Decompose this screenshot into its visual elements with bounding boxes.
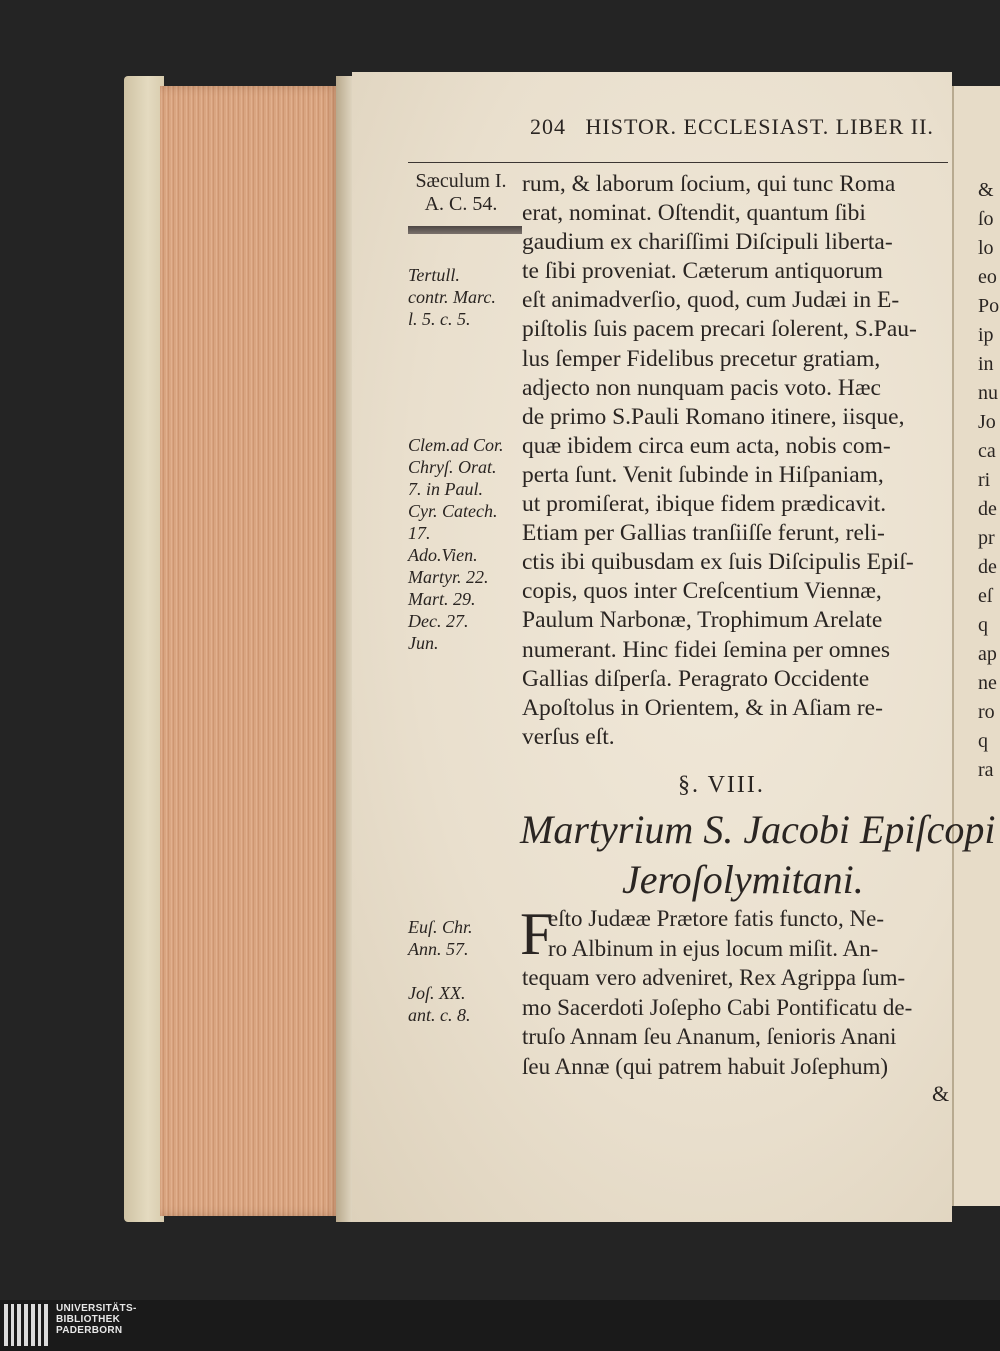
margin-note-josephus: Joſ. XX. ant. c. 8. — [408, 983, 471, 1025]
library-name: UNIVERSITÄTS- BIBLIOTHEK PADERBORN — [56, 1303, 137, 1336]
header-rule — [408, 162, 948, 163]
section-paragraph — [520, 901, 913, 1081]
text-line: mo Sacerdoti Joſepho Cabi Pontificatu de- — [522, 994, 913, 1020]
text-line: gaudium ex chariſſimi Diſcipuli liberta- — [522, 229, 893, 256]
text-line: ro Albinum in ejus locum miſit. An- — [548, 935, 879, 961]
running-header — [530, 114, 934, 140]
section-title-line2: Jeroſolymitani. — [622, 857, 864, 902]
text-line: ſeu Annæ (qui patrem habuit Joſephum) — [522, 1053, 889, 1079]
library-logo-icon — [4, 1304, 48, 1346]
drop-cap: F — [520, 901, 554, 967]
text-line: Gallias diſperſa. Peragrato Occidente — [522, 665, 870, 692]
page-edges — [160, 86, 340, 1216]
section-number: §. VIII. — [678, 772, 765, 798]
text-line: Etiam per Gallias tranſiiſſe ferunt, reli- — [522, 520, 885, 547]
book-cover — [124, 76, 164, 1222]
text-line: adjecto non nunquam pacis voto. Hæc — [522, 374, 881, 401]
text-line: Paulum Narbonæ, Trophimum Arelate — [522, 607, 883, 634]
text-line: ut promiſerat, ibique fidem prædicavit. — [522, 491, 887, 518]
text-line: verſus eſt. — [522, 723, 615, 750]
page-number: 204 — [530, 114, 566, 139]
text-line: perta ſunt. Venit ſubinde in Hiſpaniam, — [522, 461, 884, 488]
text-line: rum, & laborum ſocium, qui tunc Roma — [522, 171, 896, 197]
text-line: te ſibi proveniat. Cæterum antiquorum — [522, 258, 883, 285]
margin-note-eusebius: Euſ. Chr. Ann. 57. — [408, 917, 473, 959]
text-line: numerant. Hinc fidei ſemina per omnes — [522, 636, 891, 663]
margin-note-tertullian: Tertull. contr. Marc. l. 5. c. 5. — [408, 265, 496, 329]
text-line: truſo Annam ſeu Ananum, ſenioris Anani — [522, 1024, 897, 1049]
right-page-fragments: & ſo lo eo Po ip in nu Jo ca ri de pr de eſ q ap ne ro q ra — [978, 179, 1000, 781]
footer-bar — [0, 1300, 1000, 1351]
text-line: copis, quos inter Creſcentium Viennæ, — [522, 578, 882, 605]
running-title: HISTOR. ECCLESIAST. LIBER II. — [585, 114, 934, 139]
text-line: ctis ibi quibusdam ex ſuis Diſcipulis Epiſ- — [522, 549, 914, 576]
text-line: de primo S.Pauli Romano itinere, iisque, — [522, 403, 905, 430]
text-line: eſto Judææ Prætore fatis functo, Ne- — [548, 906, 885, 931]
text-line: piſtolis ſuis pacem precari ſolerent, S.Pau- — [522, 316, 917, 343]
text-line: Apoſtolus in Orientem, & in Aſiam re- — [522, 694, 883, 721]
text-line: quæ ibidem circa eum acta, nobis com- — [522, 432, 891, 459]
text-line: eſt animadverſio, quod, cum Judæi in E- — [522, 287, 900, 314]
margin-note-sources: Clem.ad Cor. Chryſ. Orat. 7. in Paul. Cyr. Catech. 17. Ado.Vien. Martyr. 22. Mart. 29. Dec. 27. Jun. — [408, 435, 504, 653]
margin-rule — [408, 226, 522, 234]
text-line: erat, nominat. Oſtendit, quantum ſibi — [522, 200, 866, 227]
text-line: lus ſemper Fidelibus precetur gratiam, — [522, 345, 881, 372]
catchword: & — [932, 1081, 950, 1106]
section-title-line1: Martyrium S. Jacobi Epiſcopi — [520, 807, 996, 852]
text-line: tequam vero adveniret, Rex Agrippa ſum- — [522, 965, 906, 990]
saeculum-note: Sæculum I. A. C. 54. — [415, 170, 507, 215]
body-paragraph — [522, 170, 917, 752]
